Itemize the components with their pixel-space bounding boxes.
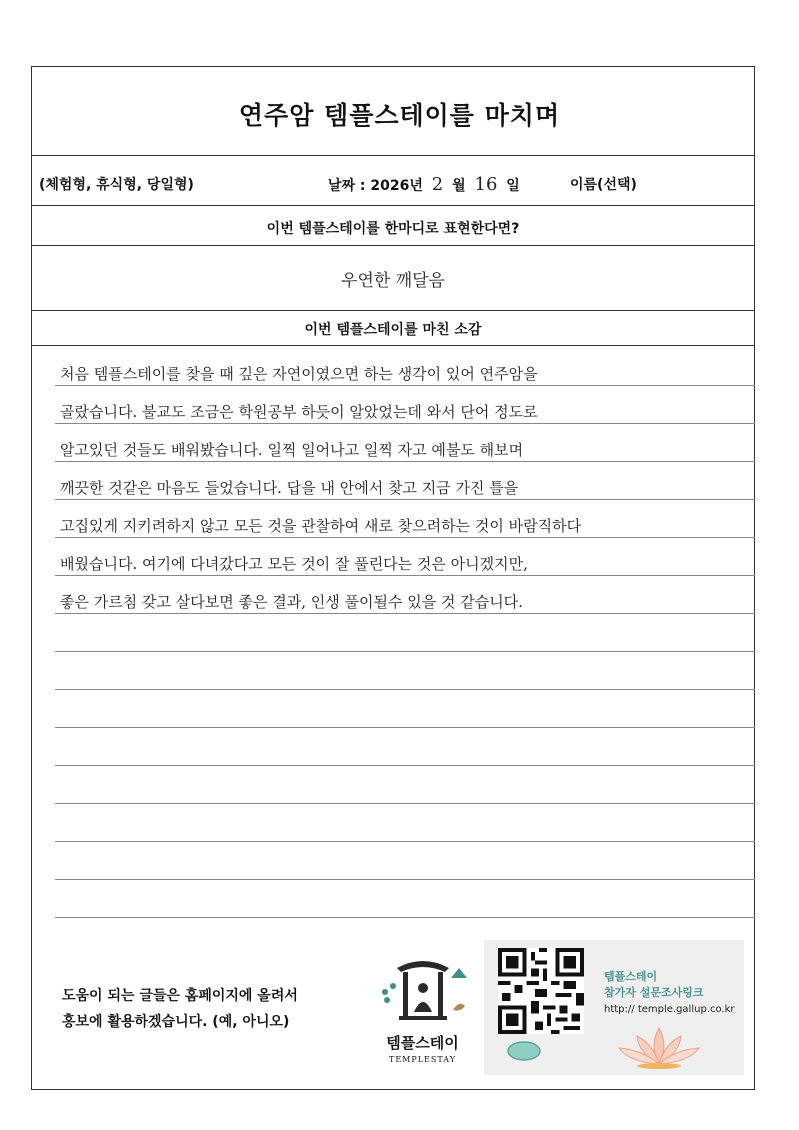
day-label: 일 — [506, 178, 520, 194]
impression-line: 좋은 가르침 갖고 살다보면 좋은 결과, 인생 풀이될수 있을 것 같습니다. — [60, 593, 523, 611]
impression-line: 깨끗한 것같은 마음도 들었습니다. 답을 내 안에서 찾고 지금 가진 틀을 — [60, 479, 519, 497]
ruled-line — [55, 727, 755, 728]
page-title: 연주암 템플스테이를 마치며 — [238, 101, 561, 130]
impression-line: 처음 템플스테이를 찾을 때 깊은 자연이였으면 하는 생각이 있어 연주암을 — [60, 365, 538, 383]
survey-line-2: 참가자 설문조사링크 — [604, 986, 704, 999]
ruled-line — [55, 689, 755, 690]
ruled-line — [55, 423, 755, 424]
name-label: 이름(선택) — [570, 177, 637, 193]
one-word-answer: 우연한 깨달음 — [341, 271, 445, 291]
date-month: 2 — [431, 174, 444, 195]
ruled-line — [55, 499, 755, 500]
date-day: 16 — [474, 174, 498, 195]
divider — [31, 245, 755, 246]
ruled-line — [55, 917, 755, 918]
impression-line: 알고있던 것들도 배워봤습니다. 일찍 일어나고 일찍 자고 예불도 해보며 — [60, 441, 524, 459]
ruled-line — [55, 537, 755, 538]
month-label: 월 — [452, 178, 466, 194]
impression-heading: 이번 템플스테이를 마친 소감 — [304, 322, 482, 338]
ruled-line — [55, 879, 755, 880]
impression-line: 골랐습니다. 불교도 조금은 학원공부 하듯이 알았었는데 와서 단어 정도로 — [60, 403, 538, 421]
date-field — [328, 174, 520, 195]
ruled-line — [55, 613, 755, 614]
ruled-line — [55, 841, 755, 842]
ruled-line — [55, 651, 755, 652]
survey-line-1: 템플스테이 — [604, 970, 658, 983]
meta-row — [31, 170, 755, 200]
survey-url[interactable]: http:// temple.gallup.co.kr — [604, 1004, 735, 1015]
ruled-line — [55, 575, 755, 576]
logo-name-ko: 템플스테이 — [386, 1034, 459, 1052]
divider — [31, 345, 755, 346]
impression-line: 배웠습니다. 여기에 다녀갔다고 모든 것이 잘 풀린다는 것은 아니겠지만, — [60, 555, 528, 573]
ruled-line — [55, 461, 755, 462]
logo-name-en: TEMPLESTAY — [388, 1055, 456, 1064]
qr-code-icon[interactable] — [498, 948, 584, 1034]
consent-note — [62, 983, 298, 1035]
date-label: 날짜 : 2026년 — [328, 178, 423, 194]
divider — [31, 205, 755, 206]
lotus-leaf-icon — [506, 1040, 542, 1062]
divider — [31, 155, 755, 156]
lotus-icon — [609, 1026, 709, 1070]
survey-panel — [484, 940, 744, 1075]
one-word-heading: 이번 템플스테이를 한마디로 표현한다면? — [266, 221, 520, 237]
ruled-line — [55, 765, 755, 766]
program-type: (체험형, 휴식형, 당일형) — [39, 177, 194, 193]
consent-line-2: 홍보에 활용하겠습니다. (예, 아니오) — [62, 1014, 290, 1030]
divider — [31, 310, 755, 311]
temple-icon — [373, 950, 473, 1030]
impression-line: 고집있게 지키려하지 않고 모든 것을 관찰하여 새로 찾으려하는 것이 바람직하다 — [60, 517, 582, 535]
ruled-line — [55, 385, 755, 386]
consent-line-1: 도움이 되는 글들은 홈페이지에 올려서 — [62, 988, 298, 1004]
templestay-logo — [370, 950, 475, 1080]
ruled-line — [55, 803, 755, 804]
